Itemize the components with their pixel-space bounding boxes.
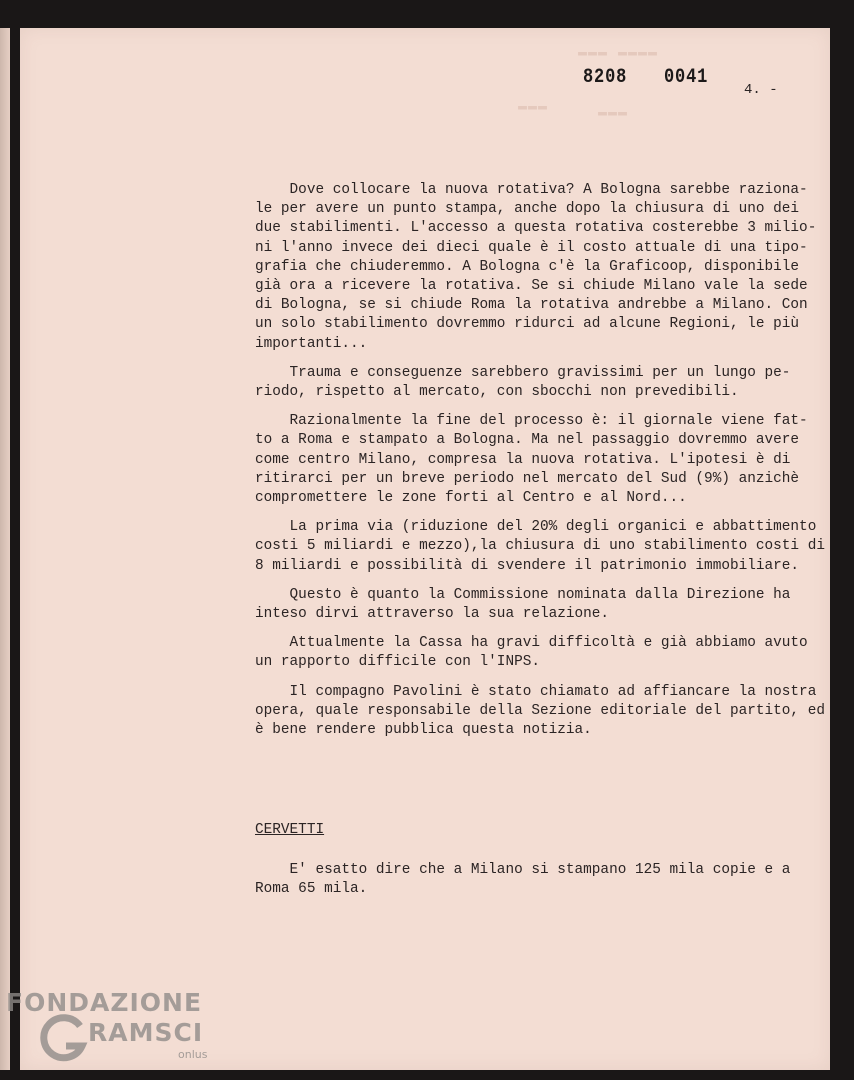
text-line: costi 5 miliardi e mezzo),la chiusura di uno stabilimento costi di	[255, 538, 825, 555]
text-line: Razionalmente la fine del processo è: il giornale viene fat-	[255, 413, 808, 430]
text-line: importanti...	[255, 335, 368, 352]
watermark-line-2: RAMSCI	[88, 1018, 204, 1047]
text-line: grafia che chiuderemmo. A Bologna c'è la Graficoop, disponibile	[255, 258, 800, 275]
bleed-through-mark: ▬▬▬	[598, 104, 629, 121]
text-line: E' esatto dire che a Milano si stampano 125 mila copie e a	[255, 862, 791, 878]
text-line: riodo, rispetto al mercato, con sbocchi non prevedibili.	[255, 384, 739, 401]
text-line: è bene rendere pubblica questa notizia.	[255, 722, 592, 739]
paragraph	[255, 634, 808, 672]
text-line: ritirarci per un breve periodo nel mercato del Sud (9%) anzichè	[255, 470, 800, 487]
speaker-text	[255, 861, 791, 899]
text-line: un rapporto difficile con l'INPS.	[255, 654, 540, 671]
text-line: Dove collocare la nuova rotativa? A Bologna sarebbe raziona-	[255, 182, 808, 198]
paragraph	[255, 518, 825, 576]
paragraph	[255, 586, 791, 624]
paragraph	[255, 412, 808, 508]
text-line: due stabilimenti. L'accesso a questa rotativa costerebbe 3 milio-	[255, 220, 817, 237]
watermark-line-1: FONDAZIONE	[6, 988, 203, 1017]
page-binding-edge	[0, 28, 10, 1070]
paragraph	[255, 364, 791, 402]
bleed-through-mark: ▬▬▬	[518, 98, 549, 115]
text-line: Il compagno Pavolini è stato chiamato ad affiancare la nostra	[255, 683, 817, 700]
fondazione-gramsci-watermark	[6, 988, 216, 1066]
paragraph	[255, 181, 817, 354]
text-line: La prima via (riduzione del 20% degli organici e abbattimento	[255, 519, 817, 536]
gramsci-g-logo-icon	[36, 1012, 90, 1066]
body-text	[255, 181, 825, 750]
text-line: le per avere un punto stampa, anche dopo la chiusura di uno dei	[255, 201, 800, 218]
bleed-through-mark: ▬▬▬ ▬▬▬▬	[578, 44, 659, 61]
text-line: come centro Milano, compresa la nuova rotativa. L'ipotesi è di	[255, 451, 791, 468]
document-number-suffix: 0041	[664, 66, 709, 89]
document-number-prefix: 8208	[583, 66, 628, 89]
text-line: opera, quale responsabile della Sezione editoriale del partito, ed	[255, 702, 825, 719]
text-line: un solo stabilimento dovremmo ridurci ad alcune Regioni, le più	[255, 316, 800, 333]
text-line: di Bologna, se si chiude Roma la rotativa andrebbe a Milano. Con	[255, 297, 808, 314]
text-line: compromettere le zone forti al Centro e al Nord...	[255, 490, 687, 507]
speaker-heading: CERVETTI	[255, 822, 325, 838]
text-line: già ora a ricevere la rotativa. Se si chiude Milano vale la sede	[255, 278, 808, 295]
text-line: Roma 65 mila.	[255, 881, 368, 898]
text-line: Attualmente la Cassa ha gravi difficoltà e già abbiamo avuto	[255, 635, 808, 652]
paragraph	[255, 683, 825, 741]
text-line: Trauma e conseguenze sarebbero gravissimi per un lungo pe-	[255, 364, 791, 381]
text-line: to a Roma e stampato a Bologna. Ma nel passaggio dovremmo avere	[255, 432, 800, 449]
text-line: ni l'anno invece dei dieci quale è il costo attuale di una tipo-	[255, 239, 808, 256]
text-line: 8 miliardi e possibilità di svendere il patrimonio immobiliare.	[255, 557, 800, 574]
text-line: inteso dirvi attraverso la sua relazione.	[255, 606, 610, 623]
page-number: 4. -	[744, 82, 778, 98]
text-line: Questo è quanto la Commissione nominata dalla Direzione ha	[255, 586, 791, 603]
watermark-suffix: onlus	[178, 1048, 208, 1061]
